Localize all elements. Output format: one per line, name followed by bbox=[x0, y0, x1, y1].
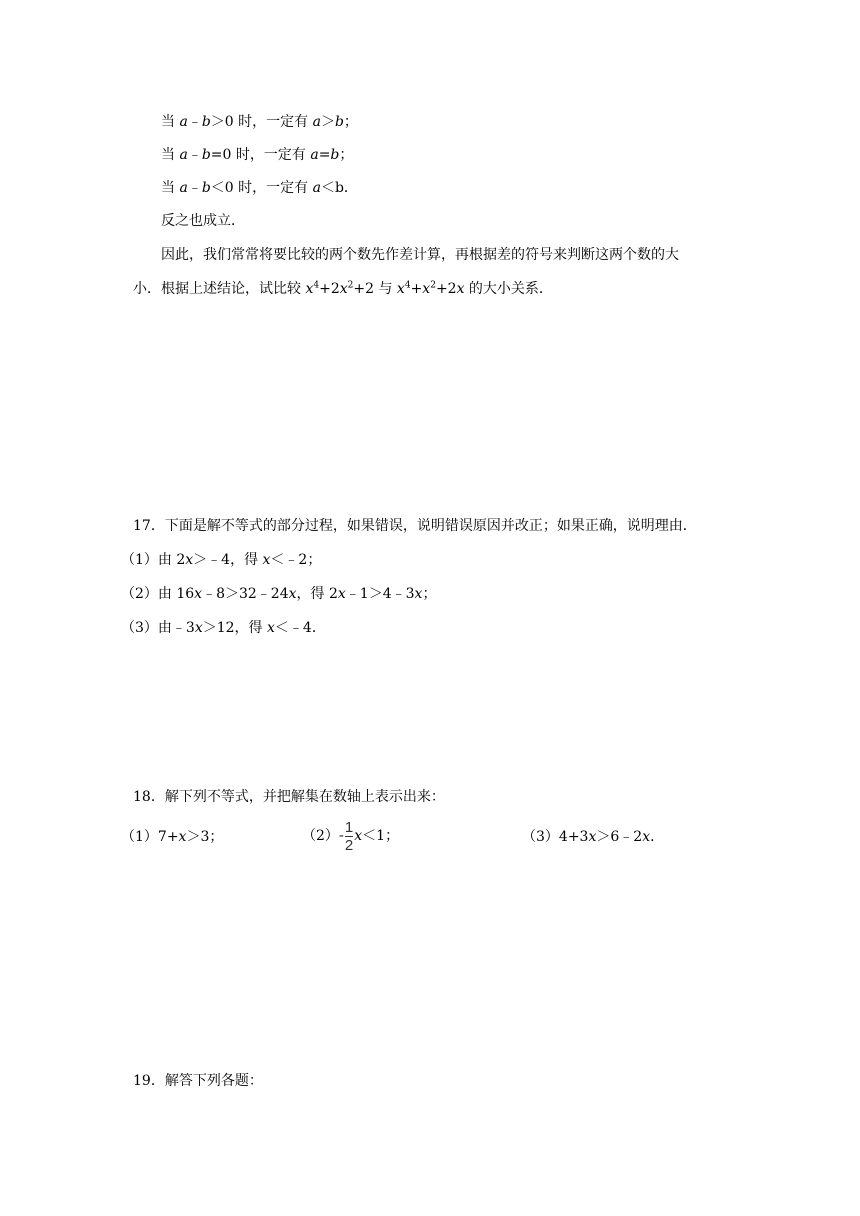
question-18-part-1: （1）7+x＞3； bbox=[121, 829, 224, 845]
question-18-part-3: （3）4+3x＞6﹣2x． bbox=[522, 829, 665, 845]
question-18-stem: 18．解下列不等式，并把解集在数轴上表示出来： bbox=[133, 789, 445, 805]
intro-line-5: 因此，我们常常将要比较的两个数先作差计算，再根据差的符号来判断这两个数的大 bbox=[161, 247, 679, 263]
question-17-stem: 17．下面是解不等式的部分过程，如果错误，说明错误原因并改正；如果正确，说明理由． bbox=[133, 518, 697, 534]
intro-line-4: 反之也成立． bbox=[161, 213, 245, 229]
question-18-part-2: （2）- $\frac{1}{2}$ x＜1； bbox=[302, 818, 400, 854]
question-17-part-2: （2）由 16x﹣8＞32﹣24x，得 2x﹣1＞4﹣3x； bbox=[121, 586, 437, 602]
question-19-stem: 19．解答下列各题： bbox=[133, 1073, 263, 1089]
minus-sign: - bbox=[338, 827, 344, 844]
question-17-part-3: （3）由﹣3x＞12，得 x＜﹣4． bbox=[121, 620, 326, 636]
intro-line-1: 当 a﹣b＞0 时，一定有 a＞b； bbox=[161, 114, 358, 130]
intro-line-2: 当 a﹣b=0 时，一定有 a=b； bbox=[161, 147, 354, 163]
fraction-one-half: $\frac{1}{2}$ bbox=[344, 818, 354, 854]
intro-line-3: 当 a﹣b＜0 时，一定有 a＜b． bbox=[161, 180, 358, 196]
question-17-part-1: （1）由 2x＞﹣4，得 x＜﹣2； bbox=[121, 552, 322, 568]
intro-line-6: 小．根据上述结论，试比较 $x^4+2x^2+2$ 与 $x^4+x^2+2x$ 的大小关系． bbox=[133, 280, 553, 297]
